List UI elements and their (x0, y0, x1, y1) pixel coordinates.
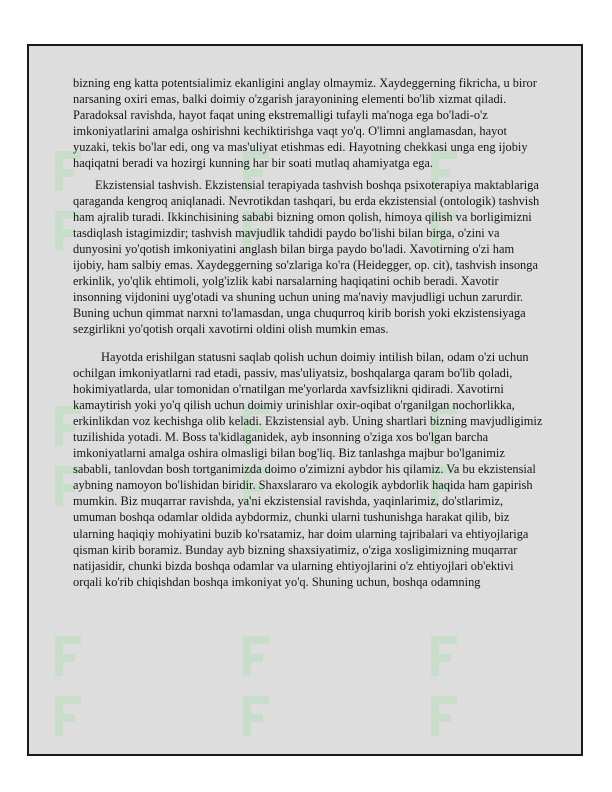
watermark-icon (49, 626, 89, 746)
page-frame (27, 44, 583, 756)
document-body (73, 75, 543, 590)
paragraph-1: bizning eng katta potentsialimiz ekanligini anglay olmaymiz. Xaydeggerning fikricha, u biror narsaning oxiri emas, balki doimiy o'zgarish jarayonining elementi bo'lib xizmat qiladi. Paradoksal ravishda, hayot faqat uning ekstremalligi tufayli ma'noga ega bo'ladi-o'z imkoniyatlarini amalga oshirishni kechiktirishga vaqt yo'q. O'limni anglamasdan, hayot yuzaki, tekis bo'lar edi, ong va mas'uliyat etishmas edi. Hayotning chekkasi unga eng ijobiy haqiqatni beradi va hozirgi kunning har bir soati mutlaq ahamiyatga ega. (73, 76, 537, 171)
watermark-icon (237, 626, 277, 746)
paragraph-2: Ekzistensial tashvish. Ekzistensial terapiyada tashvish boshqa psixoterapiya maktablariga qaraganda kengroq aniqlanadi. Nevrotikdan tashqari, bu erda ekzistensial (ontologik) tashvish ham ajralib turadi. Ikkinchisining sababi bizning omon qolish, himoya qilish va borligimizni tasdiqlash istagimizdir; tashvish mavjudlik tahdidi paydo bo'lishi bilan birga, o'zini va dunyosini yo'qotish imkoniyatini anglash bilan birga paydo bo'ladi. Xavotirning o'zi ham ijobiy, ham salbiy emas. Xaydeggerning so'zlariga ko'ra (Heidegger, op. cit), tashvish insonga erkinlik, yo'qlik ehtimoli, yolg'izlik kabi narsalarning haqiqatini ochib beradi. Xavotir insonning vijdonini uyg'otadi va shuning uchun uning ma'naviy mavjudligi uchun zarurdir. Buning uchun qimmat narxni to'lamasdan, unga chuqurroq kirib borish yoki ekzistensiyaga sezgirlikni yo'qotish orqali xavotirni oldini olish mumkin emas. (73, 177, 540, 337)
watermark-icon (425, 626, 465, 746)
paragraph-3: Hayotda erishilgan statusni saqlab qolish uchun doimiy intilish bilan, odam o'zi uchun ochilgan imkoniyatlarni rad etadi, passiv, mas'uliyatsiz, boshqalarga qaram bo'lib qoladi, hokimiyatlarda, ular tomonidan o'rnatilgan me'yorlarda xavfsizlikni qidiradi. Xavotirni kamaytirish yoki yo'q qilish uchun doimiy urinishlar oxir-oqibat o'rganilgan nochorlikka, erkinlikdan voz kechishga olib keladi. Ekzistensial ayb. Uning shartlari bizning mavjudligimiz tuzilishida yotadi. M. Boss ta'kidlaganidek, ayb insonning o'ziga xos bo'lgan barcha imkoniyatlarni amalga oshira olmasligi bilan bog'liq. Biz tanlashga majbur bo'lganimiz sababli, tanlovdan bosh tortganimizda doimo o'zimizni aybdor his qilamiz. Va bu ekzistensial aybning namoyon bo'lishidan biridir. Shaxslararo va ekologik aybdorlik haqida ham gapirish mumkin. Biz muqarrar ravishda, ya'ni ekzistensial ravishda, yaqinlarimiz, do'stlarimiz, umuman boshqa odamlar oldida aybdormiz, chunki ularni tushunishga harakat qilib, biz ularning haqiqiy mohiyatini buzib ko'rsatamiz, har doim ularning tajribalari va ehtiyojlariga qisman kirib boramiz. Bunday ayb bizning shaxsiyatimiz, o'ziga xosligimizning muqarrar natijasidir, chunki bizda boshqa odamlar va ularning ehtiyojlarini o'z ehtiyojlari ob'ektivi orqali ko'rib chiqishdan boshqa imkoniyat yo'q. Shuning uchun, boshqa odamning (73, 349, 543, 589)
